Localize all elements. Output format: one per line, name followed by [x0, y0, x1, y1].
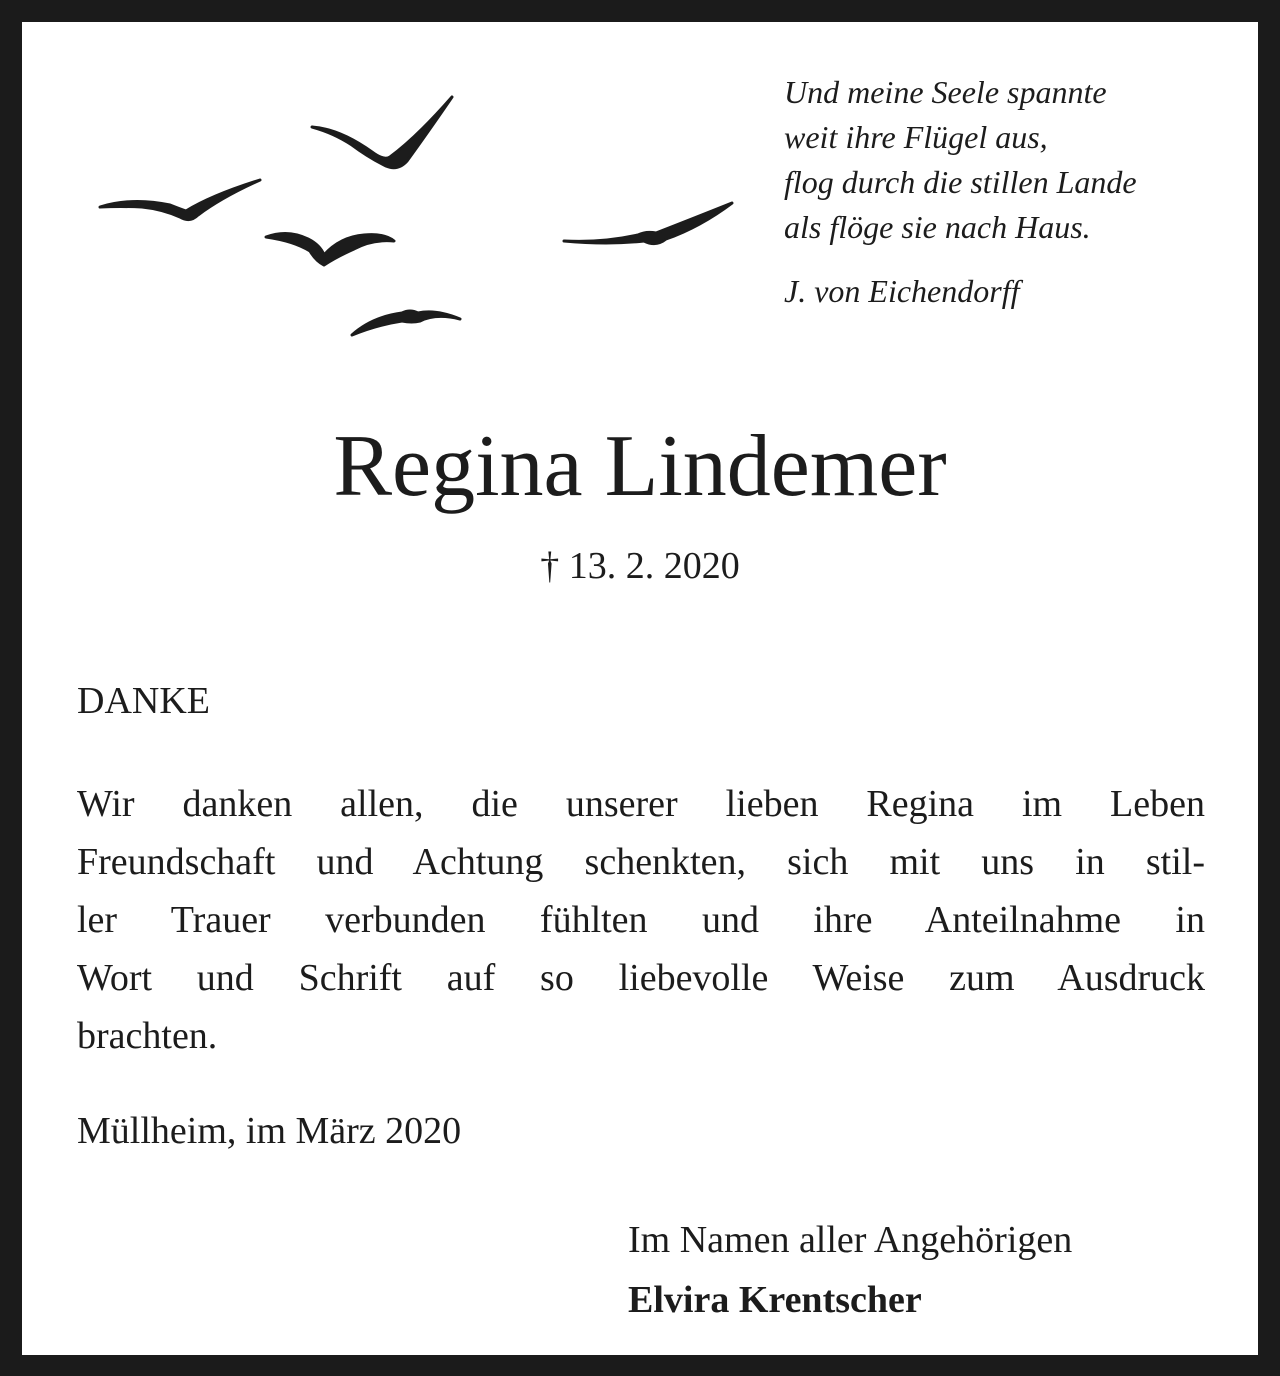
bird-icon [266, 233, 394, 265]
bird-icon [100, 180, 260, 220]
message-line: Wort und Schrift auf so liebevolle Weise zum Ausdruck [77, 957, 1205, 999]
message-line: ler Trauer verbunden fühlten und ihre Anteilnahme in [77, 899, 1205, 941]
signer-name: Elvira Krentscher [628, 1279, 922, 1321]
bird-icon [312, 97, 452, 168]
message-line: brachten. [77, 1015, 218, 1057]
poem-line: als flöge sie nach Haus. [784, 209, 1091, 245]
poem-author: J. von Eichendorff [784, 273, 1020, 309]
flying-birds-icon [72, 77, 772, 357]
poem-line: flog durch die stillen Lande [784, 164, 1137, 200]
thanks-heading: DANKE [77, 680, 210, 722]
poem-line: Und meine Seele spannte [784, 74, 1107, 110]
epigraph-poem [784, 70, 1244, 314]
thanks-message [77, 775, 1205, 1065]
obituary-card [22, 22, 1258, 1355]
place-and-date: Müllheim, im März 2020 [77, 1110, 462, 1152]
bird-icon [352, 311, 460, 335]
poem-line: weit ihre Flügel aus, [784, 119, 1048, 155]
message-line: Freundschaft und Achtung schenkten, sich mit uns in stil- [77, 841, 1205, 883]
message-line: Wir danken allen, die unserer lieben Regina im Leben [77, 783, 1205, 825]
death-date: † 13. 2. 2020 [540, 545, 740, 587]
signoff [628, 1210, 1072, 1330]
signoff-preface: Im Namen aller Angehörigen [628, 1219, 1073, 1261]
deceased-name: Regina Lindemer [333, 418, 947, 515]
bird-icon [564, 203, 732, 244]
